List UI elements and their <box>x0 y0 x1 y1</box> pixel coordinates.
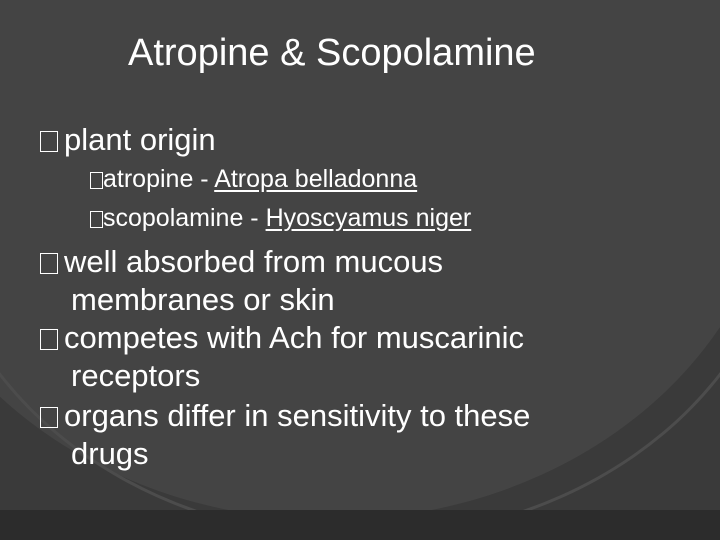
sub-bullet-text: atropine - <box>103 165 215 193</box>
bullet-text: plant origin <box>64 122 216 157</box>
bullet-box-icon <box>40 329 58 350</box>
bullet-text-continued: drugs <box>71 436 149 471</box>
bullet-absorption <box>40 243 443 319</box>
bottom-band <box>0 510 720 540</box>
species-name: Atropa belladonna <box>214 165 418 193</box>
bullet-text-continued: receptors <box>71 358 201 393</box>
bullet-box-icon <box>40 131 58 152</box>
bullet-text-continued: membranes or skin <box>71 282 335 317</box>
bullet-box-icon <box>90 172 103 189</box>
bullet-text: competes with Ach for muscarinic <box>64 320 525 355</box>
bullet-box-icon <box>90 211 103 228</box>
bullet-organs <box>40 397 530 473</box>
bullet-text: well absorbed from mucous <box>64 244 444 279</box>
species-name: Hyoscyamus niger <box>265 204 472 232</box>
bullet-competes <box>40 319 524 395</box>
sub-bullet-atropine <box>90 163 417 195</box>
bullet-plant-origin <box>40 121 216 159</box>
sub-bullet-text: scopolamine - <box>103 204 266 232</box>
slide-title: Atropine & Scopolamine <box>128 32 536 74</box>
bullet-box-icon <box>40 253 58 274</box>
sub-bullet-scopolamine <box>90 202 471 234</box>
bullet-box-icon <box>40 407 58 428</box>
bullet-text: organs differ in sensitivity to these <box>64 398 531 433</box>
